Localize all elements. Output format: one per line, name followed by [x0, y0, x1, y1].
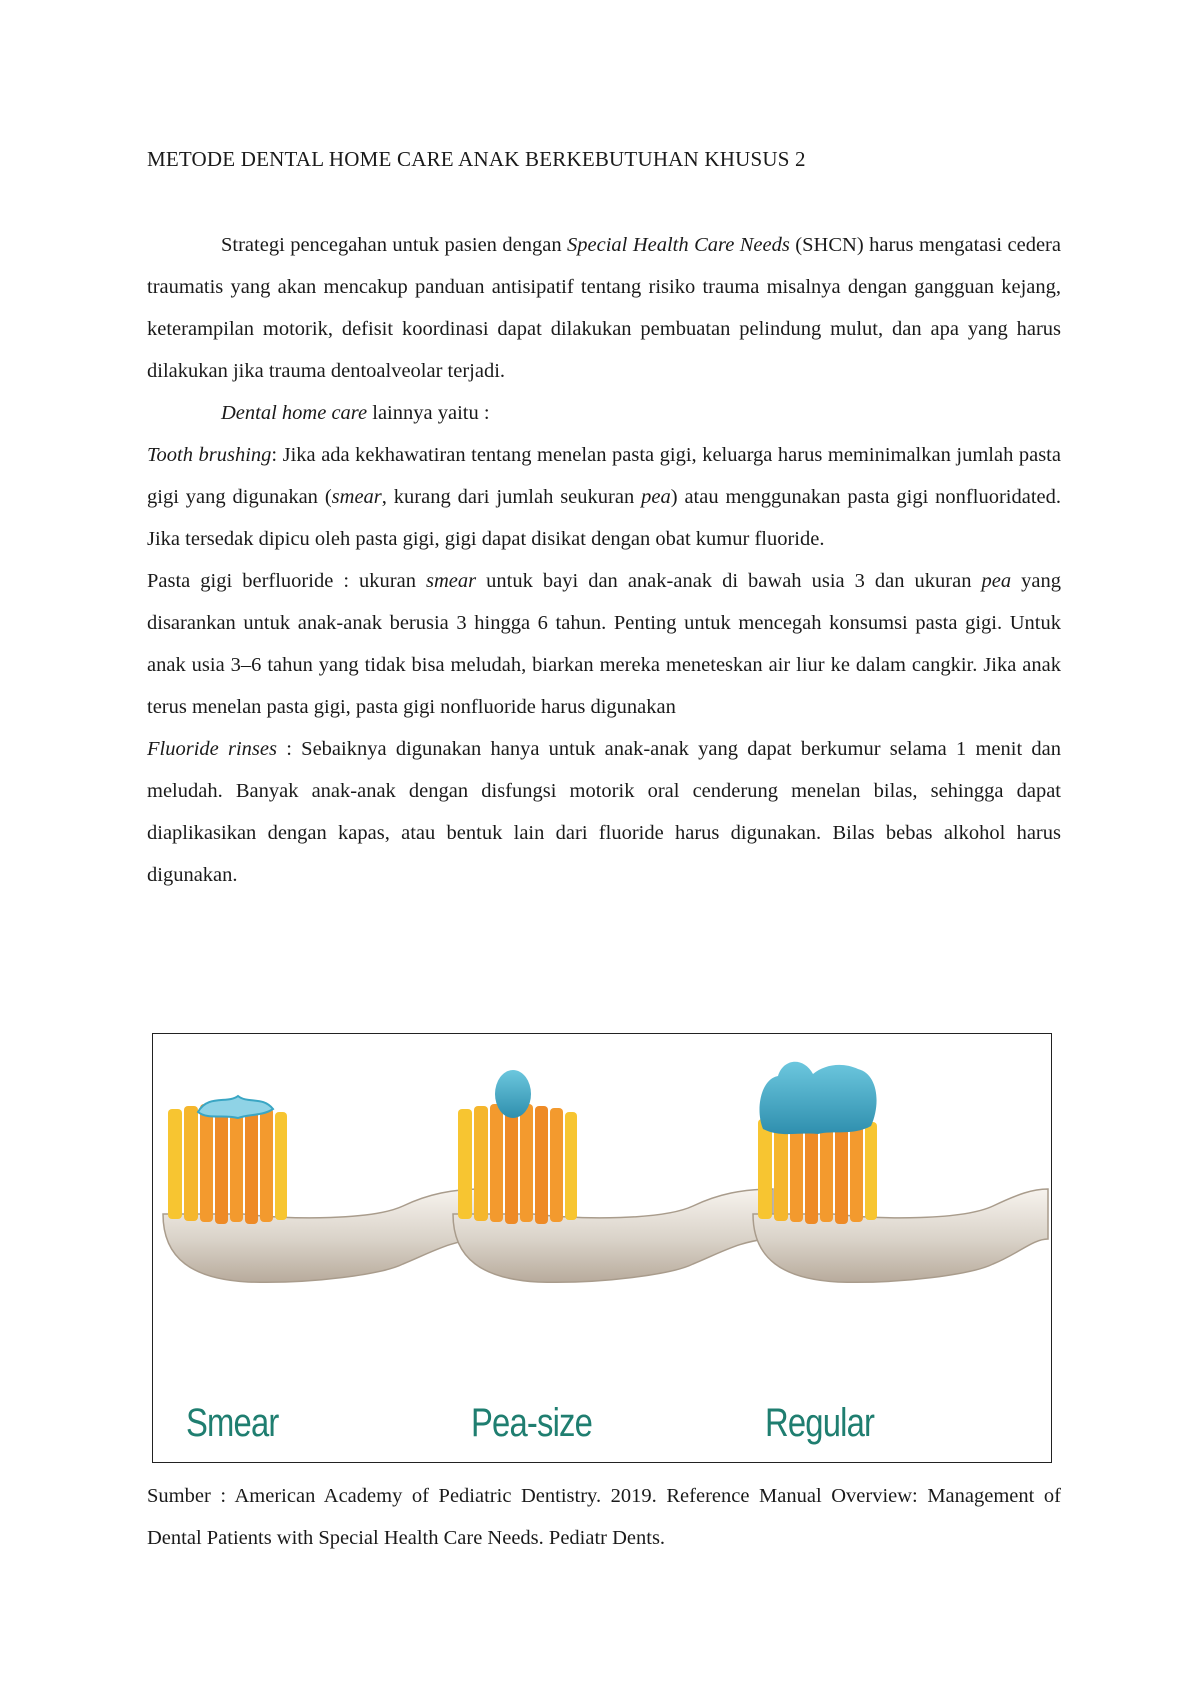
- paragraph-tooth-brushing: [147, 434, 1061, 560]
- pea-size-brush-graphic: [453, 1070, 773, 1282]
- pea-size-bristles: [458, 1104, 577, 1224]
- italic-term: smear: [331, 486, 382, 508]
- toothbrush-illustration: [153, 1034, 1051, 1462]
- smear-bristles: [168, 1104, 287, 1224]
- label-regular: Regular: [765, 1401, 875, 1445]
- text: (SHCN) harus mengatasi cedera traumatis yang akan mencakup panduan antisipatif tentang risiko trauma misalnya dengan gangguan kejang, keterampilan motorik, defisit koordinasi dapat dilakukan pembuatan pelindung mulut, dan apa yang harus dilakukan jika trauma dentoalveolar terjadi.: [147, 234, 1061, 382]
- italic-term: pea: [981, 570, 1012, 592]
- text: yang disarankan untuk anak-anak berusia 3 hingga 6 tahun. Penting untuk mencegah konsumsi pasta gigi. Untuk anak usia 3–6 tahun yang tidak bisa meludah, biarkan mereka meneteskan air liur ke dalam cangkir. Jika anak terus menelan pasta gigi, pasta gigi nonfluoride harus digunakan: [147, 570, 1062, 718]
- paragraph-fluoride-toothpaste: [147, 560, 1061, 728]
- paragraph-shcn: [147, 224, 1061, 392]
- text: untuk bayi dan anak-anak di bawah usia 3 dan ukuran: [476, 570, 982, 592]
- text: Strategi pencegahan untuk pasien dengan: [221, 234, 568, 256]
- regular-paste: [759, 1062, 876, 1134]
- document-title: METODE DENTAL HOME CARE ANAK BERKEBUTUHAN KHUSUS 2: [147, 147, 806, 171]
- italic-term: smear: [426, 570, 477, 592]
- text: : Sebaiknya digunakan hanya untuk anak-anak yang dapat berkumur selama 1 menit dan meludah. Banyak anak-anak dengan disfungsi motorik oral cenderung menelan bilas, sehingga dapat diaplikasikan dengan kapas, atau bentuk lain dari fluoride harus digunakan. Bilas bebas alkohol harus digunakan.: [147, 738, 1062, 886]
- italic-term: Fluoride rinses: [147, 738, 277, 760]
- document-body: [147, 224, 1061, 896]
- label-smear: Smear: [186, 1401, 279, 1445]
- italic-term: Dental home care: [221, 402, 368, 424]
- toothpaste-amount-figure: [152, 1033, 1052, 1463]
- italic-term: pea: [641, 486, 671, 508]
- text: : Jika ada kekhawatiran tentang menelan pasta gigi, keluarga harus meminimalkan jumlah pasta gigi yang digunakan (: [147, 444, 1061, 508]
- smear-brush-graphic: [163, 1096, 483, 1282]
- regular-brush-graphic: [753, 1062, 1048, 1282]
- text: ) atau menggunakan pasta gigi nonfluoridated. Jika tersedak dipicu oleh pasta gigi, gigi dapat disikat dengan obat kumur fluoride.: [147, 486, 1061, 550]
- text: lainnya yaitu :: [367, 402, 490, 424]
- paragraph-fluoride-rinses: [147, 728, 1061, 896]
- source-citation: Sumber : American Academy of Pediatric Dentistry. 2019. Reference Manual Overview: Management of Dental Patients with Special Health Care Needs. Pediatr Dents.: [147, 1485, 1061, 1549]
- figure-source: [147, 1475, 1061, 1559]
- text: Pasta gigi berfluoride : ukuran: [147, 570, 427, 592]
- italic-term: Tooth brushing: [147, 444, 272, 466]
- paragraph-dental-home-care: [147, 392, 1061, 434]
- italic-term: Special Health Care Needs: [567, 234, 790, 256]
- text: , kurang dari jumlah seukuran: [381, 486, 642, 508]
- label-pea-size: Pea-size: [471, 1401, 593, 1445]
- pea-size-paste: [495, 1070, 531, 1118]
